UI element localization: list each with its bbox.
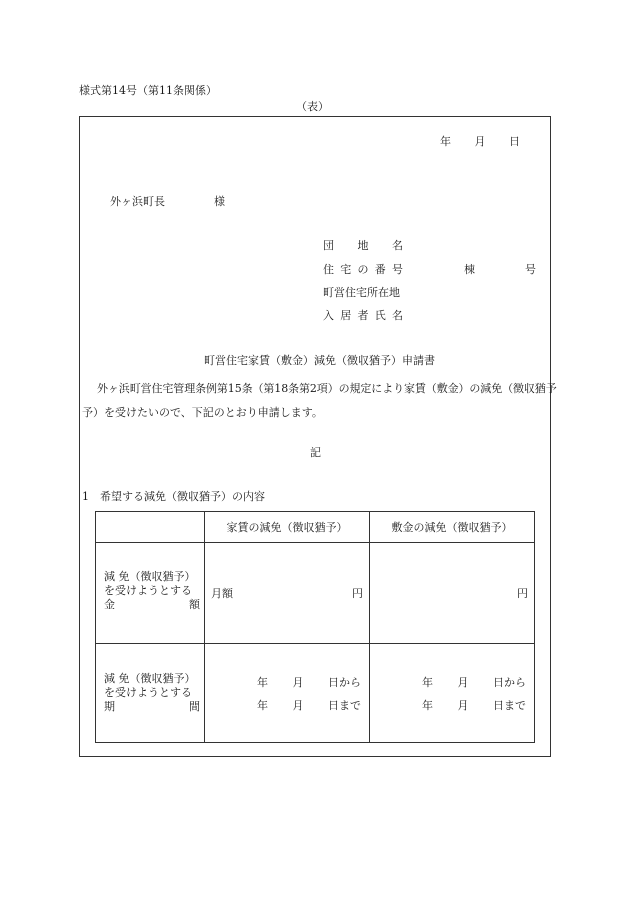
- amount-label-line-1: 減 免（徴収猶予）: [104, 570, 196, 583]
- day-from-label: 日から: [493, 676, 526, 689]
- char: 期: [104, 700, 115, 713]
- month-label: 月: [292, 699, 304, 712]
- char: 金: [104, 598, 115, 611]
- char: 入: [323, 309, 334, 322]
- char: 間: [189, 700, 200, 713]
- building-label: 棟: [464, 263, 475, 276]
- month-label: 月: [457, 676, 469, 689]
- table-corner-cell: [96, 512, 205, 543]
- period-label-line-2: を受けようとする: [104, 686, 192, 699]
- deposit-period-from: [422, 671, 526, 694]
- char: 名: [392, 239, 403, 252]
- period-label-line-3: [104, 700, 200, 714]
- rent-period-to: [257, 694, 361, 717]
- char: 額: [189, 598, 200, 611]
- day-to-label: 日まで: [328, 699, 361, 712]
- month-label: 月: [292, 676, 304, 689]
- addressee-honorific: 様: [214, 195, 225, 208]
- day-from-label: 日から: [328, 676, 361, 689]
- char: 番: [374, 263, 386, 276]
- date-line: [440, 133, 520, 149]
- number-label: 号: [525, 263, 536, 276]
- rent-period-from: [257, 671, 361, 694]
- amount-label-line-3: [104, 598, 200, 612]
- rent-period-dates: [257, 671, 361, 717]
- month-label: 月: [457, 699, 469, 712]
- complex-name-label: [323, 237, 403, 253]
- rent-period-cell[interactable]: [205, 644, 370, 743]
- body-line-2: 予）を受けたいので、下記のとおり申請します。: [82, 406, 323, 419]
- reduction-table: [95, 511, 535, 743]
- body-line-1: 外ヶ浜町営住宅管理条例第15条（第18条第2項）の規定により家賃（敷金）の減免（徴収猶予: [97, 382, 557, 395]
- char: 号: [392, 263, 403, 276]
- amount-row-label: [96, 543, 205, 644]
- monthly-label: 月額: [211, 587, 233, 600]
- date-day-label: 日: [509, 135, 520, 148]
- deposit-column-header: 敷金の減免（徴収猶予）: [370, 512, 535, 543]
- year-label: 年: [257, 676, 268, 689]
- form-number: 様式第14号（第11条関係）: [79, 84, 217, 97]
- deposit-period-cell[interactable]: [370, 644, 535, 743]
- deposit-period-dates: [422, 671, 526, 717]
- date-year-label: 年: [440, 135, 451, 148]
- rent-yen-label: 円: [352, 587, 363, 600]
- side-label: （表）: [296, 100, 329, 113]
- resident-name-label: [323, 307, 403, 323]
- char: 氏: [374, 309, 386, 322]
- char: 住: [323, 263, 334, 276]
- section-1-heading: 1 希望する減免（徴収猶予）の内容: [82, 490, 265, 503]
- period-label-line-1: 減 免（徴収猶予）: [104, 672, 196, 685]
- char: の: [357, 263, 369, 276]
- deposit-period-to: [422, 694, 526, 717]
- date-month-label: 月: [474, 135, 486, 148]
- char: 地: [357, 239, 369, 252]
- rent-amount-cell[interactable]: [205, 543, 370, 644]
- char: 居: [340, 309, 352, 322]
- amount-label-line-2: を受けようとする: [104, 584, 192, 597]
- char: 宅: [340, 263, 352, 276]
- housing-number-label: [323, 261, 403, 277]
- ki-mark: 記: [310, 446, 321, 459]
- period-row-label: [96, 644, 205, 743]
- address-label: 町営住宅所在地: [323, 286, 400, 299]
- day-to-label: 日まで: [493, 699, 526, 712]
- year-label: 年: [422, 676, 433, 689]
- year-label: 年: [257, 699, 268, 712]
- addressee-name: 外ヶ浜町長: [110, 195, 165, 208]
- rent-column-header: 家賃の減免（徴収猶予）: [205, 512, 370, 543]
- document-title: 町営住宅家賃（敷金）減免（徴収猶予）申請書: [204, 354, 435, 367]
- char: 団: [323, 239, 334, 252]
- deposit-amount-cell[interactable]: [370, 543, 535, 644]
- char: 名: [392, 309, 403, 322]
- deposit-yen-label: 円: [517, 587, 528, 600]
- year-label: 年: [422, 699, 433, 712]
- char: 者: [357, 309, 369, 322]
